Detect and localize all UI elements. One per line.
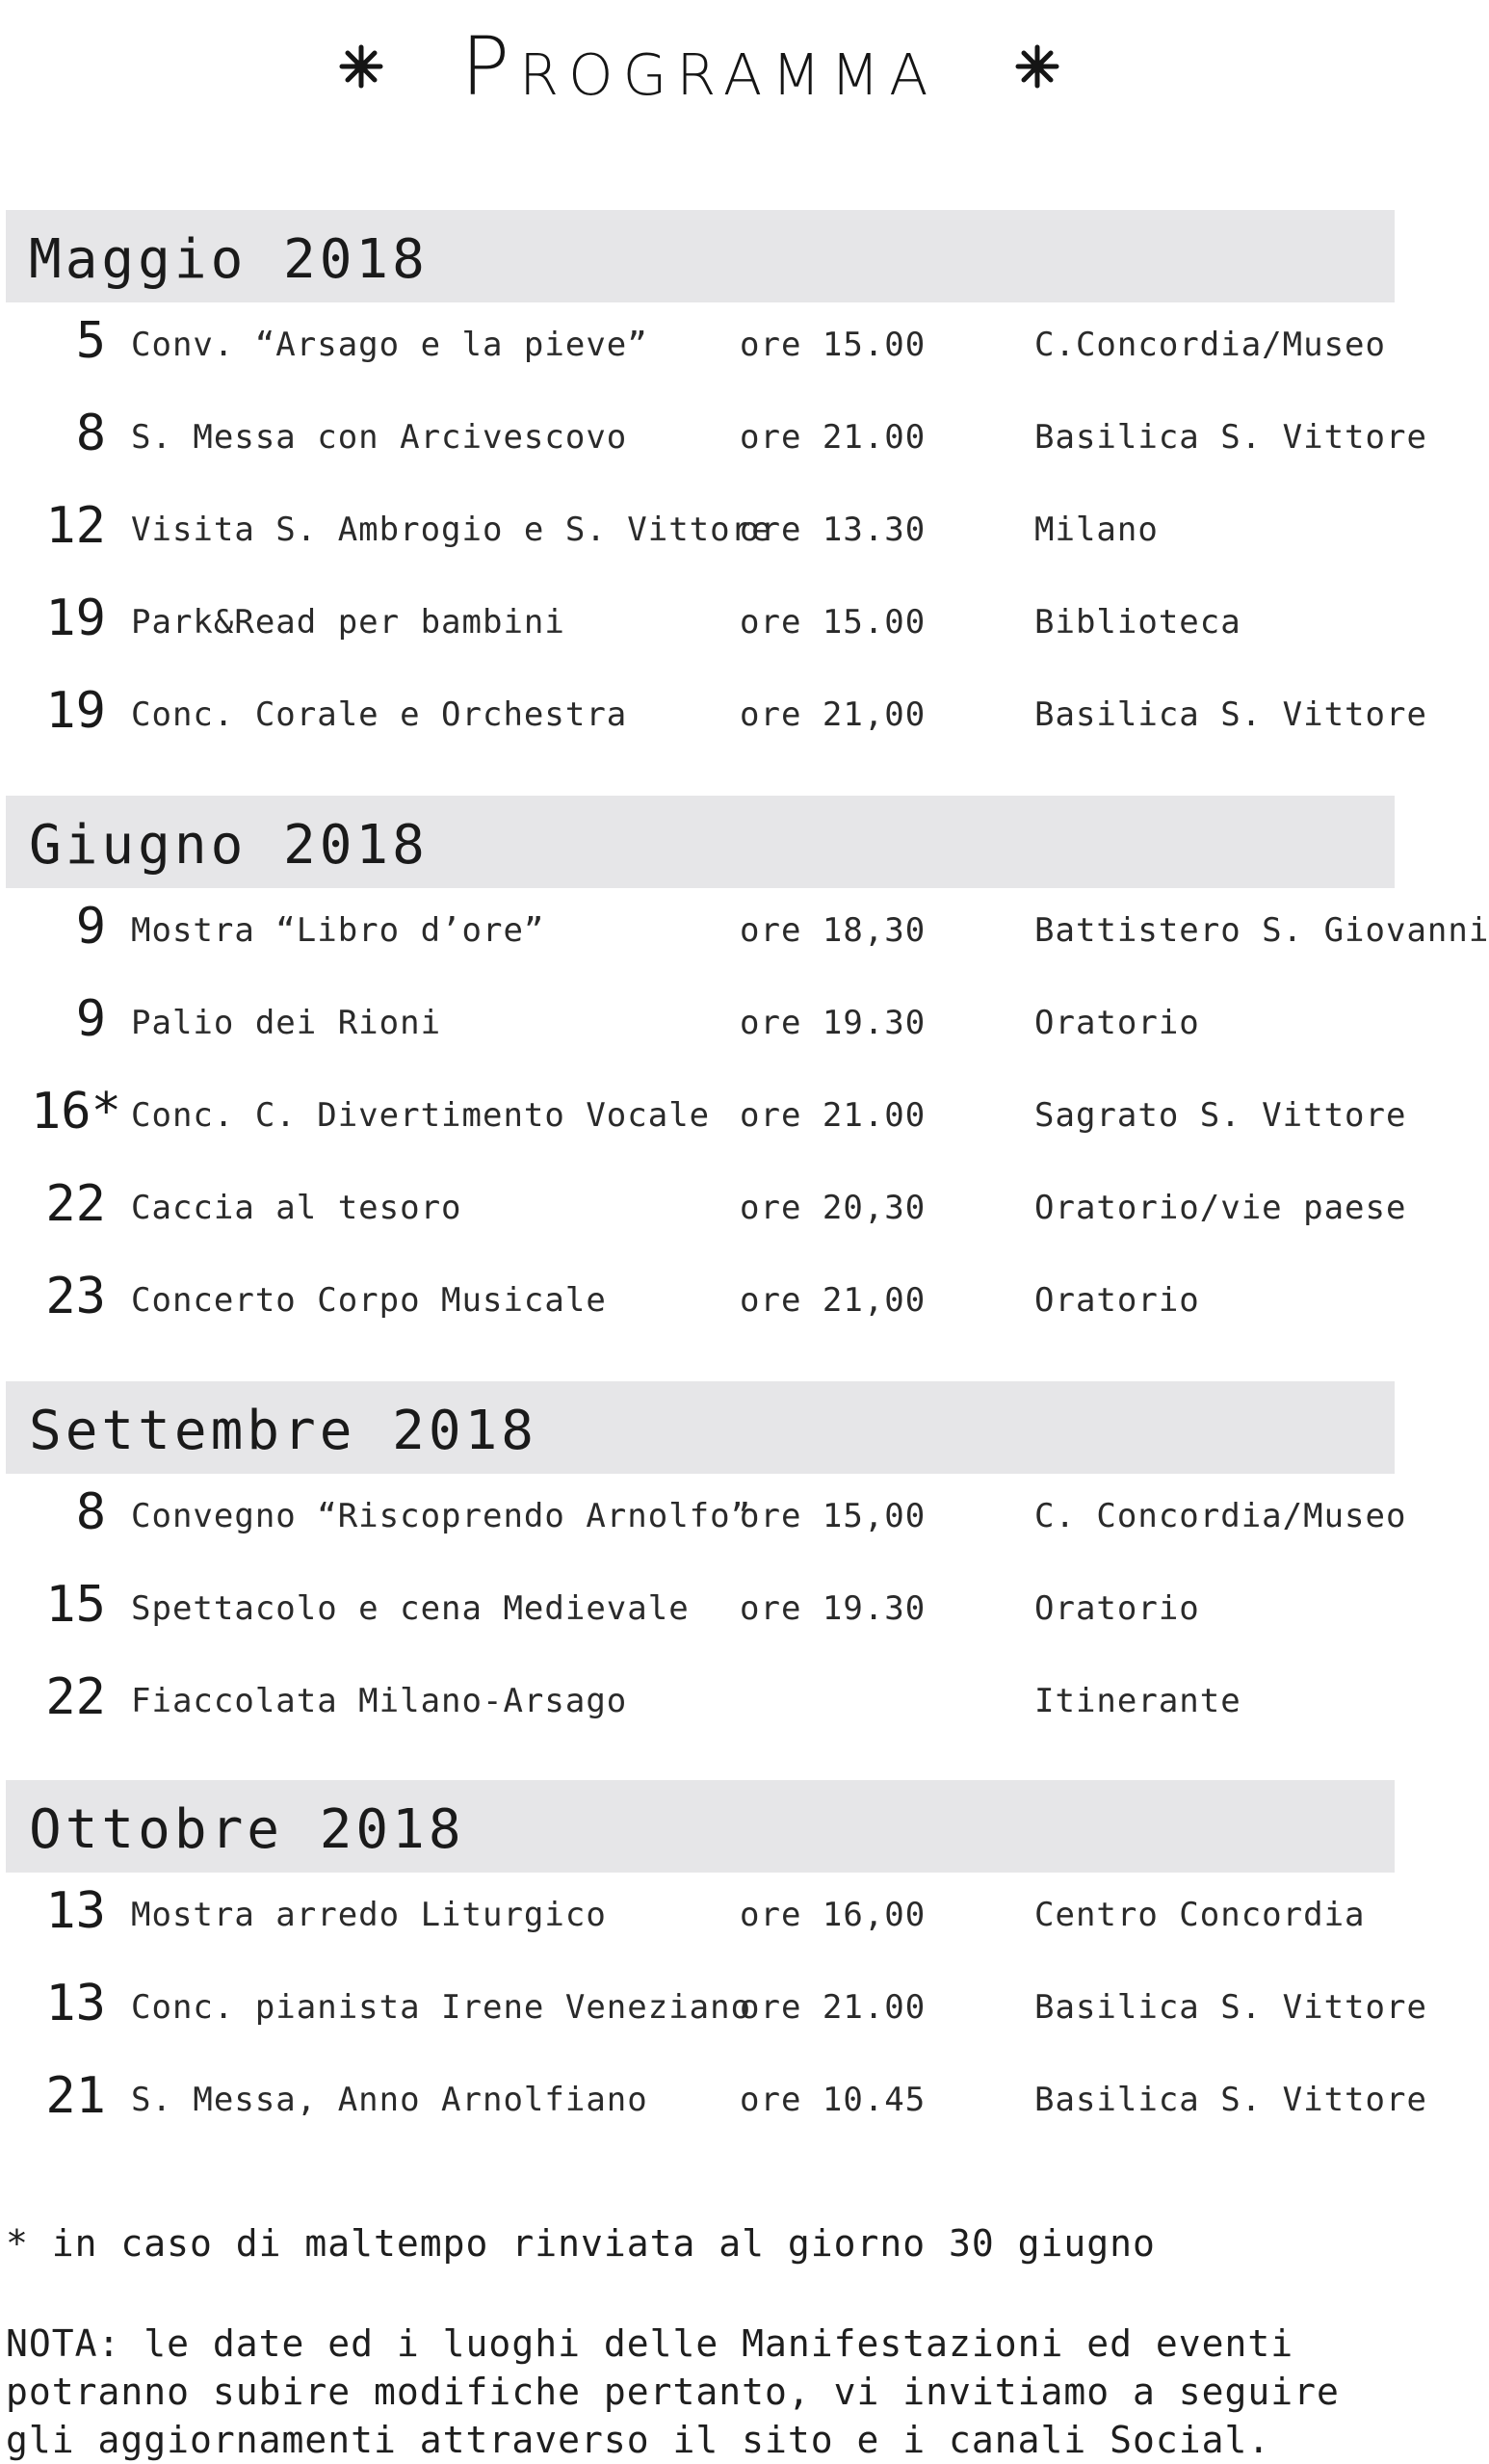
event-row [6, 395, 1427, 487]
event-place: Basilica S. Vittore [1034, 1988, 1427, 2027]
event-row [6, 888, 1489, 981]
event-title: S. Messa con Arcivescovo [131, 418, 628, 457]
event-place: Oratorio [1034, 1281, 1200, 1320]
event-day: 5 [75, 312, 106, 370]
event-place: Sagrato S. Vittore [1034, 1096, 1407, 1135]
event-place: Oratorio [1034, 1589, 1200, 1628]
event-time: ore 21.00 [740, 418, 927, 457]
event-day: 21 [45, 2067, 106, 2125]
page-title [0, 19, 1398, 135]
event-place: C. Concordia/Museo [1034, 1497, 1407, 1535]
event-time: ore 21.00 [740, 1096, 927, 1135]
event-row [6, 1258, 1395, 1350]
event-row [6, 981, 1395, 1073]
event-place: Milano [1034, 511, 1159, 549]
event-row [6, 1474, 1407, 1566]
event-title: Caccia al tesoro [131, 1189, 462, 1227]
event-title: Palio dei Rioni [131, 1004, 442, 1042]
event-row [6, 1073, 1407, 1166]
star-icon [1012, 41, 1062, 92]
event-title: Visita S. Ambrogio e S. Vittore [131, 511, 772, 549]
event-row [6, 1566, 1395, 1659]
month-header [6, 210, 1395, 302]
event-day: 19 [45, 590, 106, 647]
event-row [6, 487, 1395, 580]
event-place: Itinerante [1034, 1682, 1241, 1720]
event-day: 22 [45, 1668, 106, 1726]
event-title: S. Messa, Anno Arnolfiano [131, 2081, 648, 2119]
event-day: 23 [45, 1268, 106, 1325]
event-place: Biblioteca [1034, 603, 1241, 642]
event-row [6, 580, 1395, 672]
event-place: Battistero S. Giovanni [1034, 911, 1489, 950]
event-day: 13 [45, 1975, 106, 2032]
event-row [6, 1965, 1427, 2058]
month-section-ottobre [6, 1780, 1427, 2150]
event-day: 13 [45, 1882, 106, 1940]
event-title: Convegno “Riscoprendo Arnolfo” [131, 1497, 752, 1535]
event-place: C.Concordia/Museo [1034, 326, 1386, 364]
footnote: * in caso di maltempo rinviata al giorno 30 giugno [6, 2222, 1156, 2265]
month-header [6, 1780, 1395, 1873]
event-time: ore 13.30 [740, 511, 927, 549]
event-row [6, 672, 1427, 765]
month-header [6, 1381, 1395, 1474]
event-place: Oratorio [1034, 1004, 1200, 1042]
title-text: Programma [460, 19, 938, 114]
event-place: Basilica S. Vittore [1034, 695, 1427, 734]
event-time: ore 19.30 [740, 1004, 927, 1042]
event-day: 15 [45, 1576, 106, 1634]
month-section-settembre [6, 1381, 1407, 1751]
event-row [6, 2058, 1427, 2150]
note-line: potranno subire modifiche pertanto, vi invitiamo a seguire [6, 2371, 1340, 2413]
event-title: Conv. “Arsago e la pieve” [131, 326, 648, 364]
event-title: Conc. C. Divertimento Vocale [131, 1096, 711, 1135]
event-time: ore 19.30 [740, 1589, 927, 1628]
event-time: ore 21.00 [740, 1988, 927, 2027]
month-label: Settembre 2018 [29, 1400, 538, 1462]
event-day: 12 [45, 497, 106, 555]
event-time: ore 18,30 [740, 911, 927, 950]
event-place: Oratorio/vie paese [1034, 1189, 1407, 1227]
event-day: 9 [75, 898, 106, 956]
note-line: NOTA: le date ed i luoghi delle Manifestazioni ed eventi [6, 2322, 1294, 2365]
event-title: Conc. pianista Irene Veneziano [131, 1988, 752, 2027]
event-title: Fiaccolata Milano-Arsago [131, 1682, 628, 1720]
event-time: ore 20,30 [740, 1189, 927, 1227]
event-title: Spettacolo e cena Medievale [131, 1589, 690, 1628]
event-row [6, 302, 1395, 395]
note-line: gli aggiornamenti attraverso il sito e i canali Social. [6, 2419, 1271, 2461]
event-title: Conc. Corale e Orchestra [131, 695, 628, 734]
event-day: 16* [31, 1083, 121, 1140]
month-label: Maggio 2018 [29, 228, 429, 291]
event-time: ore 15.00 [740, 603, 927, 642]
event-time: ore 15,00 [740, 1497, 927, 1535]
event-time: ore 16,00 [740, 1896, 927, 1934]
month-section-maggio [6, 210, 1427, 765]
note-paragraph [6, 2320, 1393, 2464]
event-time: ore 15.00 [740, 326, 927, 364]
event-row [6, 1659, 1395, 1751]
event-day: 19 [45, 682, 106, 740]
month-section-giugno [6, 796, 1489, 1350]
month-label: Ottobre 2018 [29, 1798, 465, 1861]
event-title: Concerto Corpo Musicale [131, 1281, 607, 1320]
star-icon [336, 41, 386, 92]
event-title: Mostra “Libro d’ore” [131, 911, 545, 950]
event-day: 8 [75, 405, 106, 462]
event-day: 22 [45, 1175, 106, 1233]
event-time: ore 10.45 [740, 2081, 927, 2119]
event-place: Basilica S. Vittore [1034, 2081, 1427, 2119]
event-title: Mostra arredo Liturgico [131, 1896, 607, 1934]
event-place: Centro Concordia [1034, 1896, 1366, 1934]
event-day: 8 [75, 1483, 106, 1541]
month-header [6, 796, 1395, 888]
event-time: ore 21,00 [740, 695, 927, 734]
event-day: 9 [75, 990, 106, 1048]
event-title: Park&Read per bambini [131, 603, 565, 642]
month-label: Giugno 2018 [29, 814, 429, 877]
event-row [6, 1873, 1395, 1965]
event-row [6, 1166, 1407, 1258]
event-place: Basilica S. Vittore [1034, 418, 1427, 457]
event-time: ore 21,00 [740, 1281, 927, 1320]
